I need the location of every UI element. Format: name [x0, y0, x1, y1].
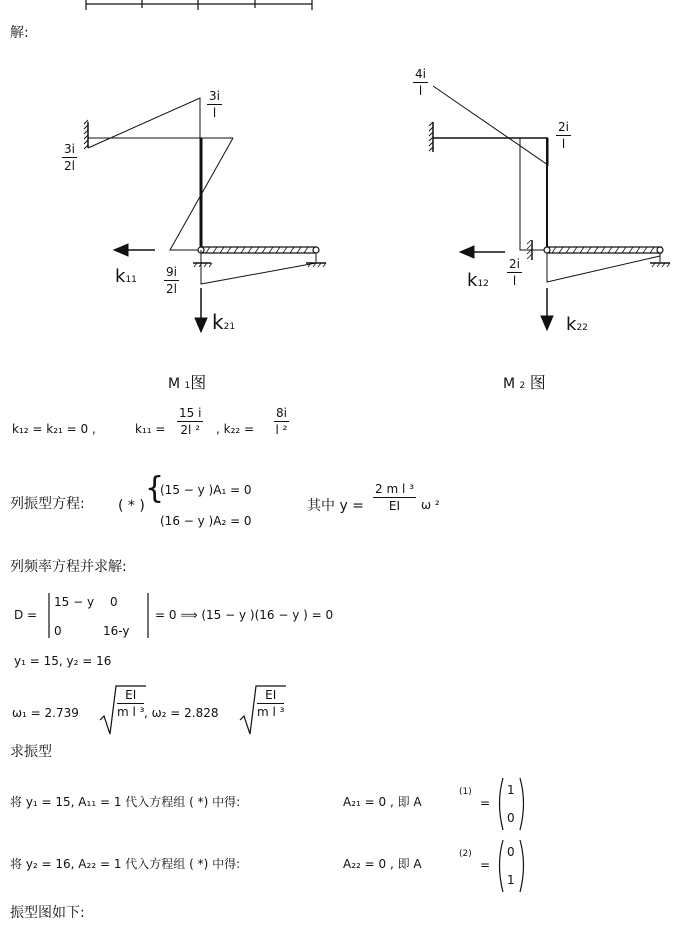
mode-equation-1: (15 − y )A₁ = 0 — [160, 483, 252, 497]
figure1-arrows — [114, 244, 207, 332]
frequency-roots: y₁ = 15, y₂ = 16 — [14, 654, 112, 668]
fig1-k21-label: k21 — [212, 310, 236, 334]
fig1-label-9i-2l: $\frac{9i}{2l}$ — [166, 265, 177, 296]
stiffness-k22-lhs: , k₂₂ = — [216, 422, 255, 436]
frequency-equation: = 0 ⟹ (15 − y )(16 − y ) = 0 — [155, 608, 334, 622]
mode1-vector-1: 1 — [507, 783, 515, 797]
mode-equation-omega: ω ² — [421, 498, 440, 512]
mode2-superscript: (2) — [459, 849, 472, 859]
fig2-k22-label: k22 — [566, 314, 588, 335]
fig2-k12-label: k12 — [467, 270, 489, 291]
mode-equation-y-fraction: $\frac{\text{2 m l ³}}{EI}$ — [375, 482, 414, 513]
matrix-m22: 16-y — [103, 624, 130, 638]
mode2-equals: = — [480, 858, 491, 872]
fig1-k11-label: k11 — [115, 266, 137, 287]
mode1-result: A₂₁ = 0 , 即 A — [343, 795, 422, 809]
matrix-m12: 0 — [110, 595, 118, 609]
fig2-label-2i-l: $\frac{2i}{l}$ — [558, 120, 569, 151]
mode-equation-title: 列振型方程: — [10, 496, 85, 512]
mode-equation-where: 其中 y = — [307, 498, 364, 514]
mode2-vector-2: 1 — [507, 873, 515, 887]
mode2-result: A₂₂ = 0 , 即 A — [343, 857, 422, 871]
omega2-sqrt-fraction: $\frac{EI}{\text{m l ³}}$ — [257, 688, 285, 719]
equation-brace: { — [145, 471, 165, 506]
mode2-substitution: 将 y₂ = 16, A₂₂ = 1 代入方程组 ( *) 中得: — [10, 857, 241, 871]
top-dimension-line — [86, 0, 312, 10]
omega2-value: , ω₂ = 2.828 — [144, 706, 219, 720]
modes-footer: 振型图如下: — [10, 905, 85, 921]
stiffness-k11-fraction: $\frac{15 i}{\text{2l ²}}$ — [179, 406, 202, 437]
stiffness-k22-fraction: $\frac{8i}{\text{l ²}}$ — [275, 406, 288, 437]
modes-title: 求振型 — [10, 744, 52, 760]
fig2-label-4i-l: $\frac{4i}{l}$ — [415, 67, 426, 98]
mode1-equals: = — [480, 796, 491, 810]
matrix-m11: 15 − y — [54, 595, 95, 609]
fig2-label-2i-l-bottom: $\frac{2i}{l}$ — [509, 257, 520, 288]
mode1-substitution: 将 y₁ = 15, A₁₁ = 1 代入方程组 ( *) 中得: — [10, 795, 241, 809]
fig2-caption: M 2 图 — [503, 373, 546, 392]
mode1-vector-2: 0 — [507, 811, 515, 825]
fig1-label-3i-2l: $\frac{3i}{2l}$ — [64, 142, 75, 173]
stiffness-k11-lhs: k₁₁ = — [135, 422, 166, 436]
fig1-label-3i-l: $\frac{3i}{l}$ — [209, 89, 220, 120]
omega1-value: ω₁ = 2.739 — [12, 706, 79, 720]
figure1-frame — [84, 98, 326, 287]
frequency-title: 列频率方程并求解: — [10, 559, 127, 575]
solution-heading: 解: — [10, 25, 29, 41]
determinant-lhs: D = — [14, 608, 38, 622]
mode2-vector-1: 0 — [507, 845, 515, 859]
fig1-caption: M 1图 — [168, 373, 207, 392]
mode-equation-star: ( * ) — [118, 498, 145, 514]
mode1-superscript: (1) — [459, 787, 472, 797]
mode-equation-2: (16 − y )A₂ = 0 — [160, 514, 252, 528]
stiffness-k12-k21: k₁₂ = k₂₁ = 0 , — [12, 422, 96, 436]
matrix-m21: 0 — [54, 624, 62, 638]
omega1-sqrt-fraction: $\frac{EI}{\text{m l ³}}$ — [117, 688, 145, 719]
